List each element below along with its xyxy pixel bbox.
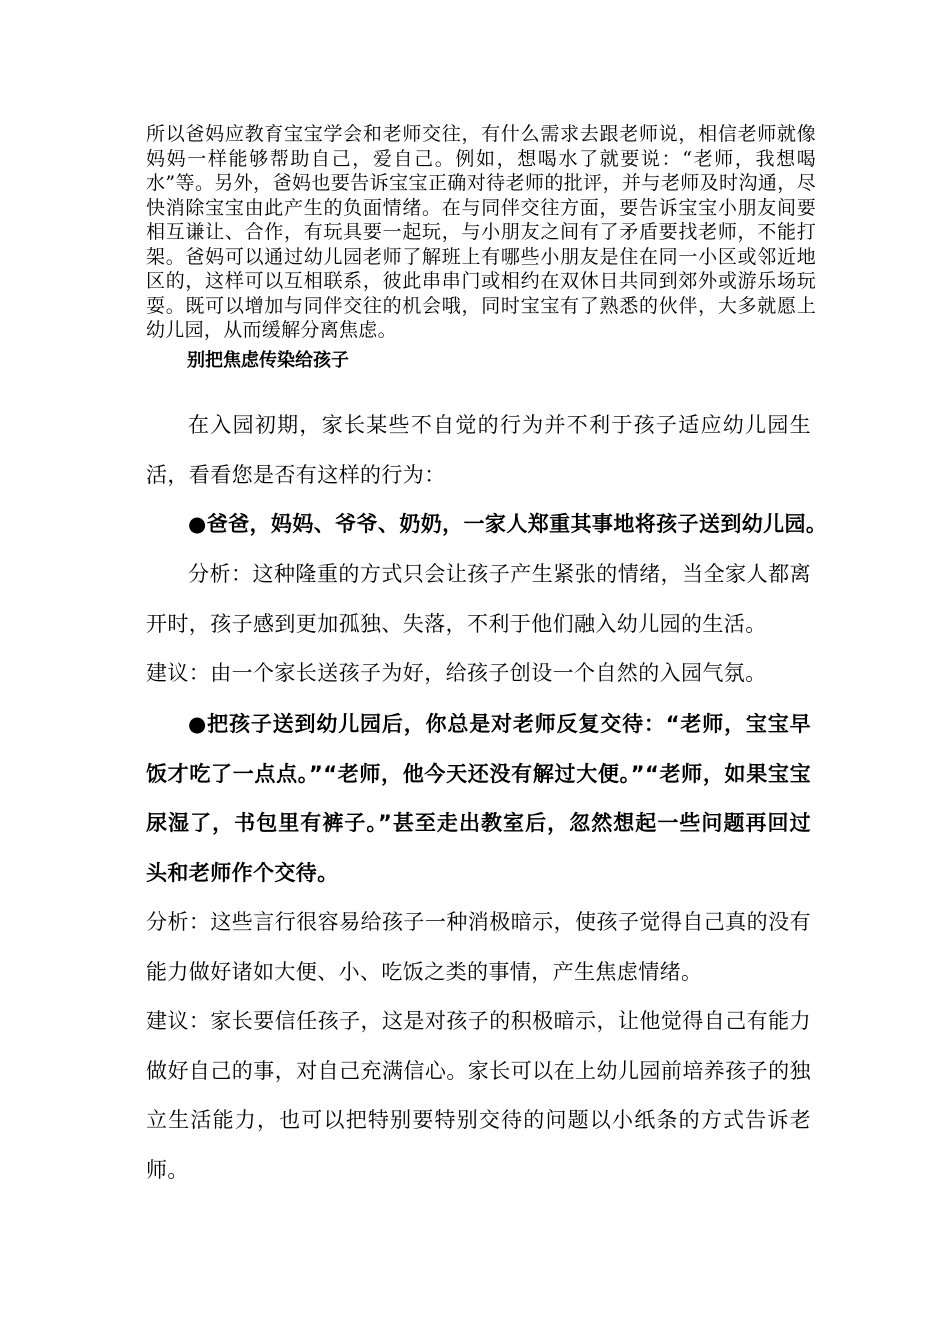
section-lead-paragraph: 在入园初期，家长某些不自觉的行为并不利于孩子适应幼儿园生活，看看您是否有这样的行为： bbox=[146, 413, 811, 487]
intro-paragraph: 所以爸妈应教育宝宝学会和老师交往，有什么需求去跟老师说，相信老师就像妈妈一样能够帮助自己，爱自己。例如，想喝水了就要说：“老师，我想喝水”等。另外，爸妈也要告诉宝宝正确对待老师的批评，并与老师及时沟通，尽快消除宝宝由此产生的负面情绪。在与同伴交往方面，要告诉宝宝小朋友间要相互谦让、合作，有玩具要一起玩，与小朋友之间有了矛盾要找老师，不能打架。爸妈可以通过幼儿园老师了解班上有哪些小朋友是住在同一小区或邻近地区的，这样可以互相联系，彼此串串门或相约在双休日共同到郊外或游乐场玩耍。既可以增加与同伴交往的机会哦，同时宝宝有了熟悉的伙伴，大多就愿上幼儿园，从而缓解分离焦虑。 bbox=[146, 123, 816, 341]
case2-analysis: 分析：这些言行很容易给孩子一种消极暗示，使孩子觉得自己真的没有能力做好诸如大便、小、吃饭之类的事情，产生焦虑情绪。 bbox=[146, 910, 811, 984]
case2-behavior: ●把孩子送到幼儿园后，你总是对老师反复交待：“老师，宝宝早饭才吃了一点点。”“老师，他今天还没有解过大便。”“老师，如果宝宝尿湿了，书包里有裤子。”甚至走出教室后，忽然想起一些问题再回过头和老师作个交待。 bbox=[146, 712, 811, 885]
case2-advice: 建议：家长要信任孩子，这是对孩子的积极暗示，让他觉得自己有能力做好自己的事，对自己充满信心。家长可以在上幼儿园前培养孩子的独立生活能力，也可以把特别要特别交待的问题以小纸条的方式告诉老师。 bbox=[146, 1009, 811, 1182]
case1-behavior: ●爸爸，妈妈、爷爷、奶奶，一家人郑重其事地将孩子送到幼儿园。 bbox=[188, 512, 828, 536]
case1-analysis: 分析：这种隆重的方式只会让孩子产生紧张的情绪，当全家人都离开时，孩子感到更加孤独、失落，不利于他们融入幼儿园的生活。 bbox=[146, 562, 811, 636]
section-heading: 别把焦虑传染给孩子 bbox=[187, 350, 349, 371]
case1-advice: 建议：由一个家长送孩子为好，给孩子创设一个自然的入园气氛。 bbox=[146, 661, 767, 685]
